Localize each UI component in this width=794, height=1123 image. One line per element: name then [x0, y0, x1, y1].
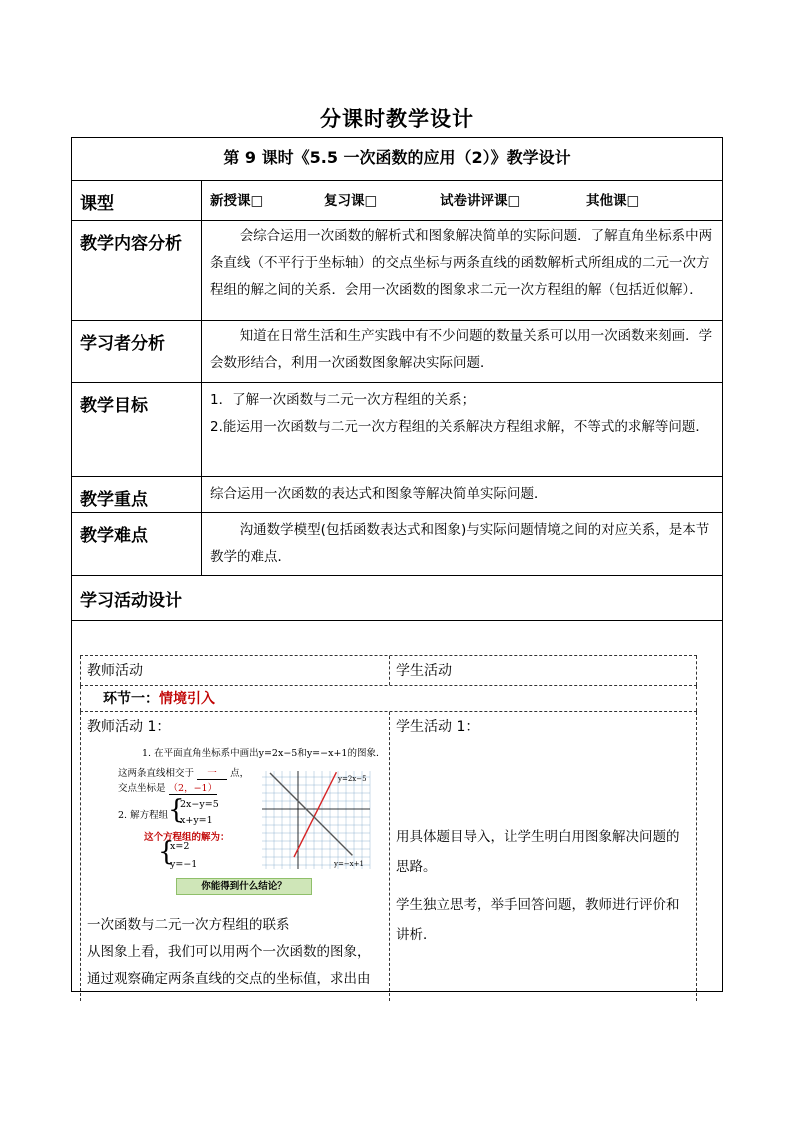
stage-row: [80, 685, 697, 711]
graph-label-2: y=−x+1: [334, 860, 364, 868]
graph-grid: [262, 771, 370, 869]
student-text: [396, 822, 686, 950]
stage-prefix: 环节一：: [103, 691, 159, 707]
teacher-header: 教师活动: [80, 656, 390, 685]
learner-analysis-row: [72, 321, 722, 383]
figure-question-1: 1. 在平面直角坐标系中画出y=2x−5和y=−x+1的图象．: [142, 748, 386, 759]
graph-line-y-neg-x-1: [270, 773, 352, 855]
option-review[interactable]: 复习课□: [324, 193, 378, 209]
figure-text: 交点坐标是: [118, 783, 166, 794]
content-analysis-label: 教学内容分析: [72, 221, 202, 320]
difficulties-text: 沟通数学模型(包括函数表达式和图象)与实际问题情境之间的对应关系，是本节教学的难点．: [210, 522, 710, 565]
activity-header-row: [80, 655, 697, 685]
key-points-row: [72, 477, 722, 513]
difficulties-row: [72, 513, 722, 576]
lesson-title: 第 9 课时《5.5 一次函数的应用（2）》教学设计: [223, 148, 571, 167]
activity-design-row: [72, 576, 722, 621]
student-activity-1: [390, 712, 697, 1001]
option-new-lesson[interactable]: 新授课□: [210, 193, 264, 209]
student-text-line: 学生独立思考，举手回答问题，教师进行评价和讲析．: [396, 897, 680, 943]
teacher-text: [87, 912, 371, 993]
figure-coordinate-answer: （2，−1）: [169, 780, 217, 795]
objectives-label: 教学目标: [72, 383, 202, 476]
difficulties-label: 教学难点: [72, 513, 202, 575]
student-header: 学生活动: [390, 656, 697, 685]
content-analysis-row: [72, 221, 722, 321]
brace-icon: {: [158, 837, 175, 867]
figure-intersection-line: [118, 765, 249, 780]
document-title: 分课时教学设计: [320, 107, 474, 131]
option-other[interactable]: 其他课□: [586, 193, 640, 209]
lesson-title-row: [72, 138, 722, 181]
teacher-text-line: 从图象上看，我们可以用两个一次函数的图象，: [87, 944, 371, 960]
graph-label-1: y=2x−5: [338, 775, 367, 783]
figure-text: 点，: [230, 768, 250, 779]
figure-coordinate-line: [118, 780, 217, 795]
figure-text: 这两条直线相交于: [118, 768, 195, 779]
figure-solution-label: 这个方程组的解为：: [144, 832, 230, 843]
stage-name: 情境引入: [159, 691, 215, 707]
course-type-options: [202, 181, 722, 220]
objectives-row: [72, 383, 722, 477]
brace-icon: {: [168, 795, 185, 825]
teacher-text-line: 通过观察确定两条直线的交点的坐标值，求出由: [87, 971, 371, 987]
teacher-activity-label: 教师活动 1：: [87, 719, 171, 735]
key-points-text: 综合运用一次函数的表达式和图象等解决简单实际问题．: [210, 486, 548, 502]
activity-design-label: 学习活动设计: [80, 591, 182, 611]
learner-analysis-text: 知道在日常生活和生产实践中有不少问题的数量关系可以用一次函数来刻画．学会数形结合，利用一次函数图象解决实际问题．: [210, 328, 713, 371]
option-exam-review[interactable]: 试卷讲评课□: [440, 193, 521, 209]
objective-item: 2.能运用一次函数与二元一次方程组的关系解决方程组求解，不等式的求解等问题．: [210, 419, 709, 435]
course-type-row: [72, 181, 722, 221]
figure-solution-y: y=−1: [170, 859, 198, 870]
objectives-list: [202, 383, 722, 476]
figure-question-box: 你能得到什么结论？: [176, 878, 312, 895]
student-text-line: 用具体题目导入，让学生明白用图象解决问题的思路。: [396, 829, 680, 875]
figure-q2-label: 2. 解方程组: [118, 810, 169, 821]
key-points-label: 教学重点: [72, 477, 202, 512]
learner-analysis-label: 学习者分析: [72, 321, 202, 382]
teacher-text-line: 一次函数与二元一次方程组的联系: [87, 917, 290, 933]
stage-title: [80, 686, 697, 711]
course-type-label: 课型: [72, 181, 202, 220]
content-analysis-text: 会综合运用一次函数的解析式和图象解决简单的实际问题．了解直角坐标系中两条直线（不平行于坐标轴）的交点坐标与两条直线的函数解析式所组成的二元一次方程组的解之间的关系．会用一次函数的图象求二元一次方程组的解（包括近似解）．: [210, 228, 713, 298]
exercise-figure: [108, 741, 386, 897]
objective-item: 1．了解一次函数与二元一次方程组的关系；: [210, 392, 476, 408]
student-activity-label: 学生活动 1：: [396, 719, 480, 735]
figure-blank-answer: 一: [197, 765, 227, 780]
figure-equation-1: 2x−y=5: [180, 799, 219, 810]
figure-solution-x: x=2: [170, 841, 190, 852]
figure-equation-2: x+y=1: [180, 815, 213, 826]
coordinate-graph: [258, 769, 374, 871]
